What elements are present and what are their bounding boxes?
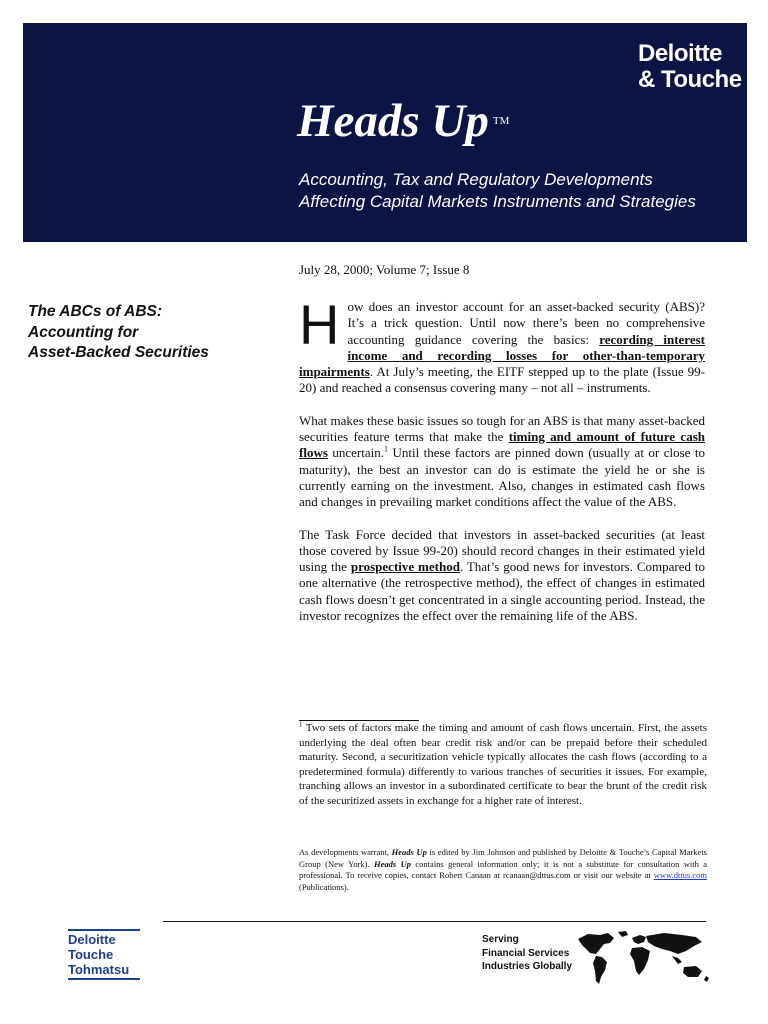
deloitte-touche-logo: Deloitte & Touche xyxy=(638,40,742,93)
paragraph-1: How does an investor account for an asset-backed security (ABS)? It’s a trick question. Until now there’s been no comprehensive accounting guidance covering the basics: recording interest income and recording losses for other-than-temporary impairments. At July’s meeting, the EITF stepped up to the plate (Issue 99-20) and reached a consensus covering many – not all – instruments. xyxy=(299,293,705,396)
masthead-banner xyxy=(23,23,747,242)
paragraph-2: What makes these basic issues so tough for an ABS is that many asset-backed securities feature terms that make the timing and amount of future cash flows uncertain.$^1$ Until these factors are pinned down (usually at or close to maturity), the best an investor can do is estimate the yield he or she is currently earning on the investment. Also, changes in estimated cash flows and changes in prevailing market conditions affect the value of the ABS. xyxy=(299,412,705,510)
publication-credits: As developments warrant, Heads Up is edited by Jim Johnson and published by Deloitte & Touche’s Capital Markets Group (New York). Heads Up contains general information only; it is not a substitute for consultation with a professional. To receive copies, contact Robert Canaan at rcanaan@dttus.com or visit our website at www.dttus.com (Publications). xyxy=(299,847,707,892)
key-term: timing and amount of future cash flows xyxy=(299,429,705,461)
paragraph-3: The Task Force decided that investors in asset-backed securities (at least those covered by Issue 99-20) should record changes in their estimated yield using the prospective method. That’s good news for investors. Compared to one alternative (the retrospective method), the effect of changes in estimated cash flows doesn’t get concentrated in a single accounting period. Instead, the investor recognizes the effect over the remaining life of the ABS. xyxy=(299,526,705,624)
serving-tagline: Serving Financial Services Industries Globally xyxy=(482,934,573,972)
footnote-ref: 1 xyxy=(383,445,388,455)
publication-title: Heads Up ™ xyxy=(297,95,510,147)
website-link[interactable]: www.dttus.com xyxy=(653,870,707,880)
key-term: recording interest income and recording losses for other-than-temporary impairments xyxy=(299,331,705,380)
drop-cap: H xyxy=(299,293,340,356)
logo-bar xyxy=(68,978,140,980)
trademark-mark: TM xyxy=(492,115,510,127)
footer-divider xyxy=(163,921,706,922)
footnote: $^1$ Two sets of factors make the timing and amount of cash flows uncertain. First, the assets underlying the deal often bear credit risk and/or can be prepaid before their scheduled maturity. Second, a securitization vehicle typically allocates the cash flows (according to a predetermined formula) differently to various tranches of securities it issues. For example, tranching allows an investor in a subordinated certificate to bear the brunt of the credit risk of the securitized assets in exchange for a higher rate of interest. xyxy=(299,720,707,807)
deloitte-touche-tohmatsu-logo: Deloitte Touche Tohmatsu xyxy=(68,928,140,981)
article-title: The ABCs of ABS: Accounting for Asset-Backed Securities xyxy=(28,303,209,361)
logo-bar xyxy=(68,929,140,931)
issue-date-line: July 28, 2000; Volume 7; Issue 8 xyxy=(299,262,470,277)
key-term: prospective method xyxy=(350,559,460,575)
world-map-icon xyxy=(574,929,712,991)
publication-tagline: Accounting, Tax and Regulatory Developments Affecting Capital Markets Instruments and Strategies xyxy=(299,170,696,211)
footnote-mark: 1 xyxy=(299,720,303,729)
article-body xyxy=(299,293,705,640)
